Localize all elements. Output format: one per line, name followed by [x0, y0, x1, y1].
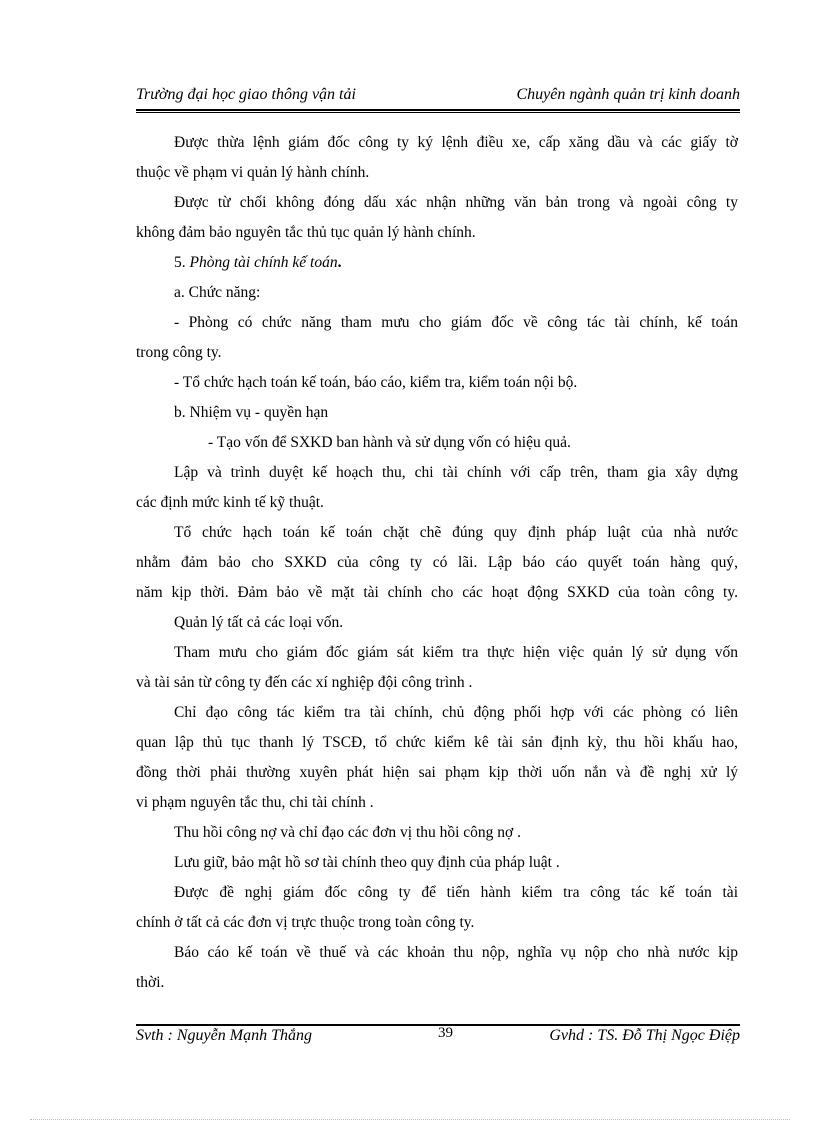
text-line	[136, 158, 738, 188]
line-text: vi phạm nguyên tắc thu, chi tài chính .	[136, 794, 374, 811]
text-line	[136, 698, 738, 728]
text-line	[136, 878, 738, 908]
text-line	[136, 788, 738, 818]
text-line	[136, 938, 738, 968]
line-text: các định mức kinh tế kỹ thuật.	[136, 494, 324, 511]
text-line	[136, 638, 738, 668]
text-line	[136, 908, 738, 938]
text-line	[136, 458, 738, 488]
page-header	[136, 86, 740, 108]
page-number: 39	[438, 1025, 453, 1041]
text-line	[136, 308, 738, 338]
line-text: thuộc về phạm vi quản lý hành chính.	[136, 164, 370, 181]
header-university: Trường đại học giao thông vận tải	[136, 86, 356, 103]
line-text: Tham mưu cho giám đốc giám sát kiểm tra thực hiện việc quản lý sử dụng vốn	[174, 644, 738, 661]
line-text: - Phòng có chức năng tham mưu cho giám đốc về công tác tài chính, kế toán	[174, 314, 738, 331]
line-text: Báo cáo kế toán về thuế và các khoản thu nộp, nghĩa vụ nộp cho nhà nước kịp	[174, 944, 738, 961]
line-text: nhằm đảm bảo cho SXKD của công ty có lãi. Lập báo cáo quyết toán hàng quý,	[136, 554, 738, 571]
text-line	[136, 968, 738, 998]
page-footer	[136, 1027, 740, 1049]
line-text: đồng thời phải thường xuyên phát hiện sai phạm kịp thời uốn nắn và đề nghị xử lý	[136, 764, 738, 781]
line-text: Thu hồi công nợ và chỉ đạo các đơn vị thu hồi công nợ .	[174, 824, 522, 841]
text-line	[136, 668, 738, 698]
text-line	[136, 338, 738, 368]
text-line	[136, 758, 738, 788]
footer-advisor: Gvhd : TS. Đỗ Thị Ngọc Điệp	[549, 1027, 740, 1044]
line-text: thời.	[136, 974, 165, 991]
line-text: quan lập thủ tục thanh lý TSCĐ, tổ chức kiểm kê tài sản định kỳ, thu hồi khấu hao,	[136, 734, 738, 751]
text-line	[136, 188, 738, 218]
line-text: - Tổ chức hạch toán kế toán, báo cáo, kiểm tra, kiểm toán nội bộ.	[174, 374, 578, 391]
header-major: Chuyên ngành quản trị kinh doanh	[516, 86, 740, 103]
text-line	[136, 218, 738, 248]
text-line	[136, 428, 738, 458]
line-text: a. Chức năng:	[174, 284, 261, 301]
text-line	[136, 368, 738, 398]
line-text: Lưu giữ, bảo mật hồ sơ tài chính theo quy định của pháp luật .	[174, 854, 560, 871]
text-line	[136, 608, 738, 638]
line-text: Lập và trình duyệt kế hoạch thu, chi tài chính với cấp trên, tham gia xây dựng	[174, 464, 738, 481]
line-text: 5.	[174, 254, 190, 271]
line-text: - Tạo vốn để SXKD ban hành và sử dụng vốn có hiệu quả.	[208, 434, 571, 451]
text-line	[136, 518, 738, 548]
text-line	[136, 728, 738, 758]
line-text: năm kịp thời. Đảm bảo về mặt tài chính cho các hoạt động SXKD của toàn công ty.	[136, 584, 738, 601]
line-text: chính ở tất cả các đơn vị trực thuộc trong toàn công ty.	[136, 914, 475, 931]
text-line	[136, 128, 738, 158]
document-body	[136, 128, 738, 998]
line-text: Được đề nghị giám đốc công ty để tiến hành kiểm tra công tác kế toán tài	[174, 884, 738, 901]
text-line	[136, 818, 738, 848]
text-line	[136, 848, 738, 878]
line-text: Được từ chối không đóng dấu xác nhận những văn bản trong và ngoài công ty	[174, 194, 738, 211]
section-title: Phòng tài chính kế toán	[189, 254, 338, 271]
line-text: trong công ty.	[136, 344, 222, 361]
footer-student: Svth : Nguyễn Mạnh Thắng	[136, 1027, 312, 1044]
section-title-period: .	[337, 254, 342, 271]
line-text: Tổ chức hạch toán kế toán chặt chẽ đúng quy định pháp luật của nhà nước	[174, 524, 738, 541]
line-text: Chỉ đạo công tác kiểm tra tài chính, chủ động phối hợp với các phòng có liên	[174, 704, 738, 721]
line-text: và tài sản từ công ty đến các xí nghiệp đội công trình .	[136, 674, 473, 691]
text-line	[136, 488, 738, 518]
line-text: không đảm bảo nguyên tắc thủ tục quản lý hành chính.	[136, 224, 476, 241]
section-heading	[136, 248, 738, 278]
page-edge	[30, 1119, 790, 1120]
text-line	[136, 398, 738, 428]
text-line	[136, 578, 738, 608]
line-text: Được thừa lệnh giám đốc công ty ký lệnh điều xe, cấp xăng dầu và các giấy tờ	[174, 134, 738, 151]
line-text: b. Nhiệm vụ - quyền hạn	[174, 404, 329, 421]
header-rule	[136, 109, 740, 113]
line-text: Quản lý tất cả các loại vốn.	[174, 614, 344, 631]
text-line	[136, 278, 738, 308]
text-line	[136, 548, 738, 578]
